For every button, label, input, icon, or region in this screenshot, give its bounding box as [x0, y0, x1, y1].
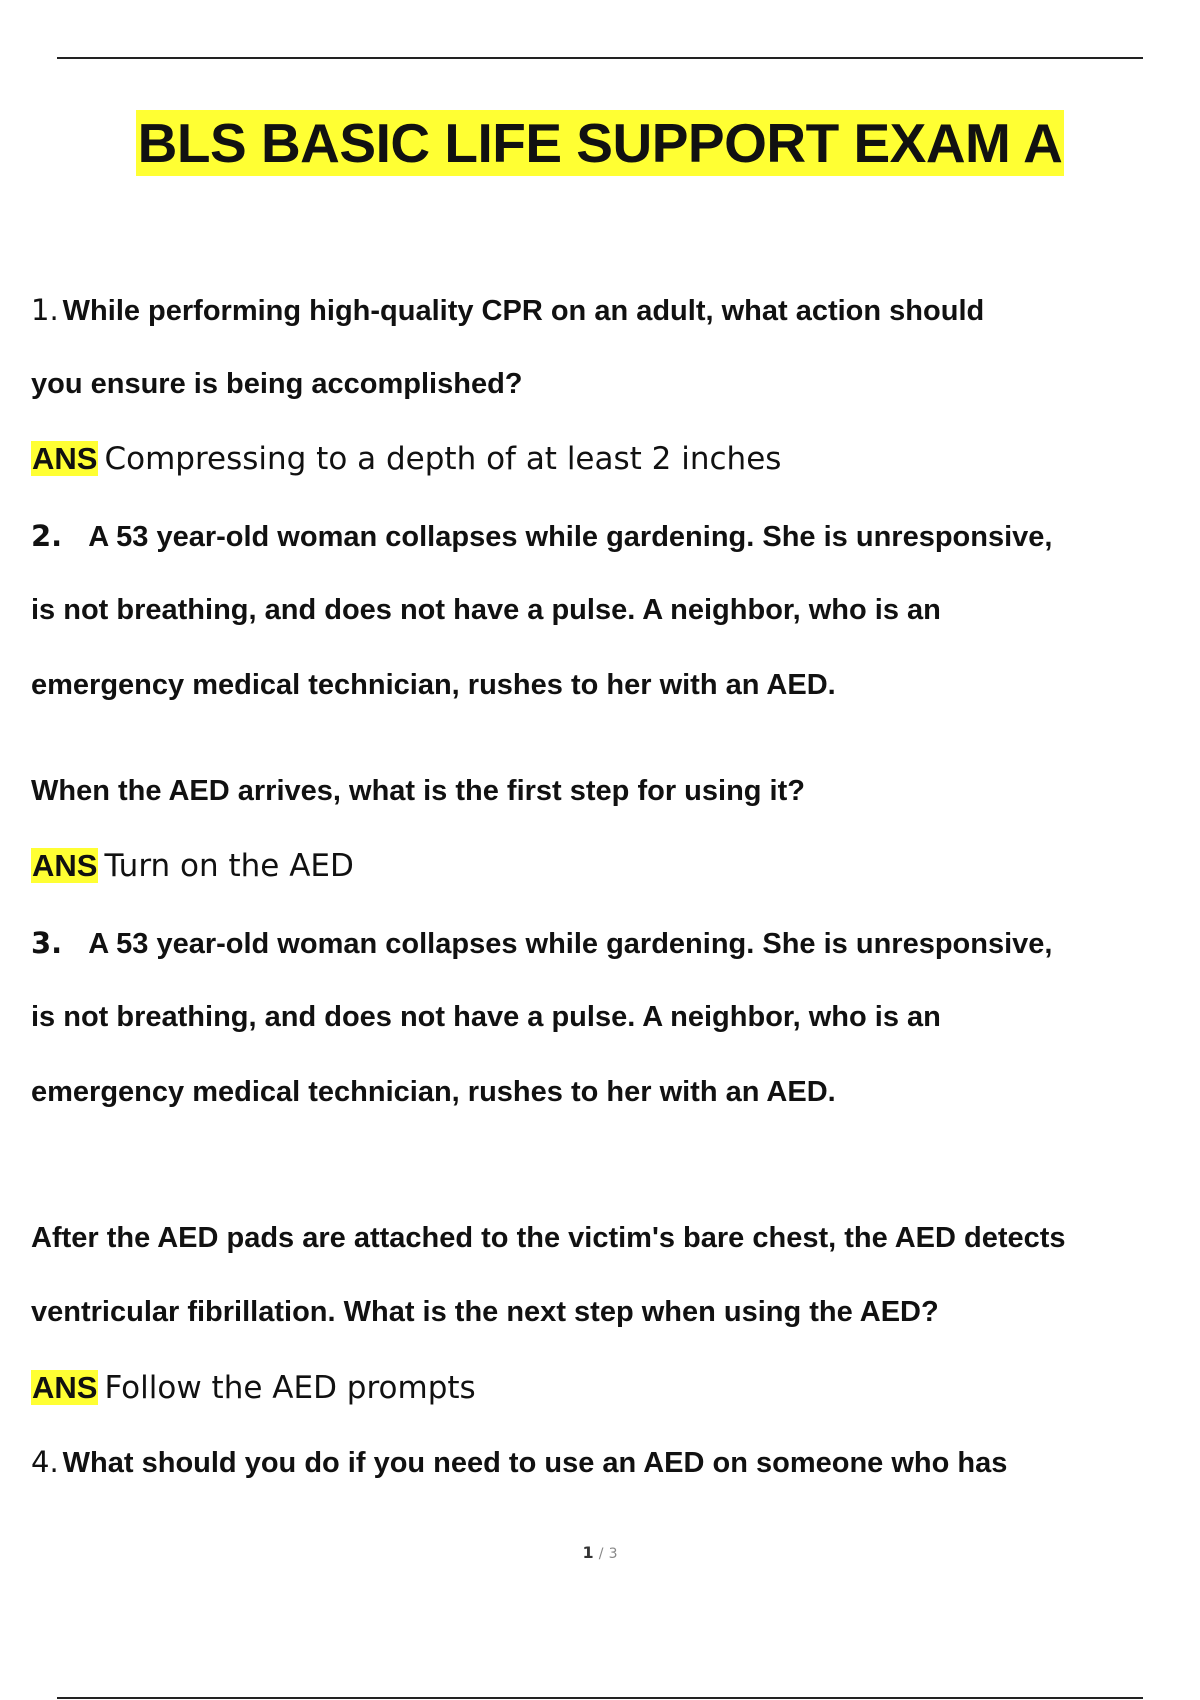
- question-1-line-2: you ensure is being accomplished?: [31, 368, 523, 400]
- answer-1: [31, 438, 781, 479]
- question-2-line-1: [31, 516, 1052, 557]
- question-3-text-1: A 53 year-old woman collapses while gardening. She is unresponsive,: [88, 928, 1053, 960]
- question-3-line-2: is not breathing, and does not have a pulse. A neighbor, who is an: [31, 1001, 941, 1033]
- question-2-line-3: emergency medical technician, rushes to her with an AED.: [31, 669, 836, 701]
- page-total: 3: [608, 1546, 618, 1562]
- question-3-line-4: After the AED pads are attached to the victim's bare chest, the AED detects: [31, 1222, 1066, 1254]
- question-2-text-1: A 53 year-old woman collapses while gardening. She is unresponsive,: [88, 521, 1053, 553]
- question-3-line-1: [31, 923, 1052, 964]
- page-indicator: [0, 1543, 1200, 1562]
- question-4-text-1: What should you do if you need to use an AED on someone who has: [62, 1447, 1008, 1479]
- answer-3-text: Follow the AED prompts: [104, 1370, 476, 1406]
- question-4-number: 4.: [31, 1445, 59, 1479]
- bottom-rule: [57, 1697, 1143, 1699]
- question-2-line-4: When the AED arrives, what is the first step for using it?: [31, 775, 805, 807]
- answer-2-text: Turn on the AED: [104, 848, 354, 884]
- question-1-line-1: [31, 290, 984, 331]
- question-2-line-2: is not breathing, and does not have a pulse. A neighbor, who is an: [31, 594, 941, 626]
- question-4-line-1: [31, 1442, 1007, 1483]
- answer-1-tag: ANS: [32, 441, 98, 476]
- page-current: 1: [582, 1543, 594, 1562]
- question-1-number: 1.: [31, 293, 59, 327]
- document-title: BLS BASIC LIFE SUPPORT EXAM A: [137, 112, 1063, 174]
- question-3-line-3: emergency medical technician, rushes to her with an AED.: [31, 1076, 836, 1108]
- question-3-line-5: ventricular fibrillation. What is the next step when using the AED?: [31, 1296, 939, 1328]
- question-2-number: 2.: [31, 519, 63, 553]
- answer-2: [31, 845, 354, 886]
- question-1-text-1: While performing high-quality CPR on an adult, what action should: [62, 295, 985, 327]
- answer-1-text: Compressing to a depth of at least 2 inches: [104, 441, 782, 477]
- answer-2-tag: ANS: [32, 848, 98, 883]
- top-rule: [57, 57, 1143, 59]
- page-separator: /: [598, 1546, 604, 1562]
- answer-3: [31, 1367, 476, 1408]
- title-block: [0, 110, 1200, 176]
- question-3-number: 3.: [31, 926, 63, 960]
- answer-3-tag: ANS: [32, 1370, 98, 1405]
